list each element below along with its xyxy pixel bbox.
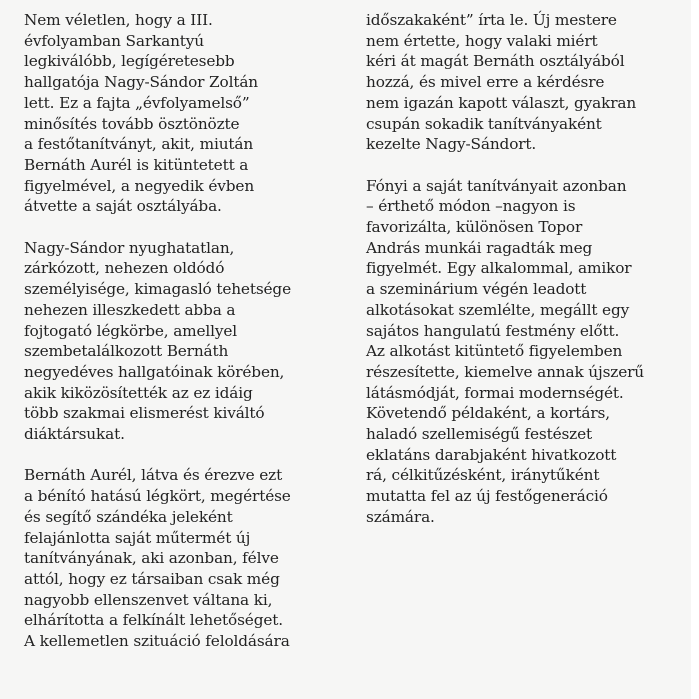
- text-line: átvette a saját osztályába.: [24, 197, 222, 216]
- text-line: látásmódját, formai modernségét.: [366, 383, 624, 402]
- text-line: lett. Ez a fajta „évfolyamelső”: [24, 93, 250, 112]
- text-line: legkiválóbb, legígéretesebb: [24, 52, 235, 71]
- right-text-column: [366, 10, 666, 548]
- text-line: csupán sokadik tanítványaként: [366, 114, 602, 133]
- text-line: zárkózott, nehezen oldódó: [24, 259, 225, 278]
- text-line: a bénító hatású légkört, megértése: [24, 487, 291, 506]
- text-line: Követendő példaként, a kortárs,: [366, 404, 610, 423]
- text-line: több szakmai elismerést kiváltó: [24, 404, 265, 423]
- text-line: András munkái ragadták meg: [366, 238, 593, 257]
- text-line: sajátos hangulatú festmény előtt.: [366, 321, 620, 340]
- text-line: évfolyamban Sarkantyú: [24, 31, 204, 50]
- paragraph: [24, 10, 324, 217]
- text-line: kéri át magát Bernáth osztályából: [366, 52, 625, 71]
- text-line: mutatta fel az új festőgeneráció: [366, 487, 608, 506]
- text-line: Az alkotást kitüntető figyelemben: [366, 342, 623, 361]
- text-line: attól, hogy ez társaiban csak még: [24, 569, 280, 588]
- text-line: figyelmét. Egy alkalommal, amikor: [366, 259, 632, 278]
- text-line: akik kiközösítették az ez idáig: [24, 383, 253, 402]
- text-line: nem igazán kapott választ, gyakran: [366, 93, 637, 112]
- text-line: Nagy-Sándor nyughatatlan,: [24, 238, 235, 257]
- text-line: favorizálta, különösen Topor: [366, 218, 583, 237]
- text-line: A kellemetlen szituáció feloldására: [24, 632, 290, 651]
- text-line: hallgatója Nagy-Sándor Zoltán: [24, 73, 258, 92]
- text-line: tanítványának, aki azonban, félve: [24, 549, 279, 568]
- text-line: a szeminárium végén leadott: [366, 280, 587, 299]
- text-line: Fónyi a saját tanítványait azonban: [366, 176, 627, 195]
- text-line: Bernáth Aurél is kitüntetett a: [24, 155, 249, 174]
- text-line: felajánlotta saját műtermét új: [24, 528, 251, 547]
- left-text-column: [24, 10, 324, 672]
- text-line: nem értette, hogy valaki miért: [366, 31, 598, 50]
- text-line: diáktársukat.: [24, 425, 125, 444]
- text-line: haladó szellemiségű festészet: [366, 425, 592, 444]
- paragraph: [24, 465, 324, 651]
- text-line: számára.: [366, 507, 435, 526]
- text-line: nagyobb ellenszenvet váltana ki,: [24, 590, 273, 609]
- text-line: rá, célkitűzésként, iránytűként: [366, 466, 600, 485]
- text-line: negyedéves hallgatóinak körében,: [24, 362, 285, 381]
- text-line: és segítő szándéka jeleként: [24, 507, 233, 526]
- text-line: nehezen illeszkedett abba a: [24, 300, 236, 319]
- text-line: Bernáth Aurél, látva és érezve ezt: [24, 466, 283, 485]
- text-line: hozzá, és mivel erre a kérdésre: [366, 73, 605, 92]
- text-line: Nem véletlen, hogy a III.: [24, 11, 213, 29]
- text-line: minősítés tovább ösztönözte: [24, 114, 240, 133]
- text-line: fojtogató légkörbe, amellyel: [24, 321, 238, 340]
- text-line: kezelte Nagy-Sándort.: [366, 135, 537, 154]
- text-line: időszakaként” írta le. Új mestere: [366, 11, 617, 29]
- page-edge: [691, 0, 699, 699]
- text-line: eklatáns darabjaként hivatkozott: [366, 445, 617, 464]
- paragraph: [366, 176, 666, 528]
- text-line: részesítette, kiemelve annak újszerű: [366, 362, 644, 381]
- text-line: – érthető módon –nagyon is: [366, 197, 576, 216]
- text-line: elhárította a felkínált lehetőséget.: [24, 611, 283, 630]
- text-line: alkotásokat szemlélte, megállt egy: [366, 300, 630, 319]
- text-line: szembetalálkozott Bernáth: [24, 342, 229, 361]
- text-line: a festőtanítványt, akit, miután: [24, 135, 254, 154]
- paragraph: [24, 238, 324, 445]
- text-line: figyelmével, a negyedik évben: [24, 176, 255, 195]
- paragraph: [366, 10, 666, 155]
- text-line: személyisége, kimagasló tehetsége: [24, 280, 291, 299]
